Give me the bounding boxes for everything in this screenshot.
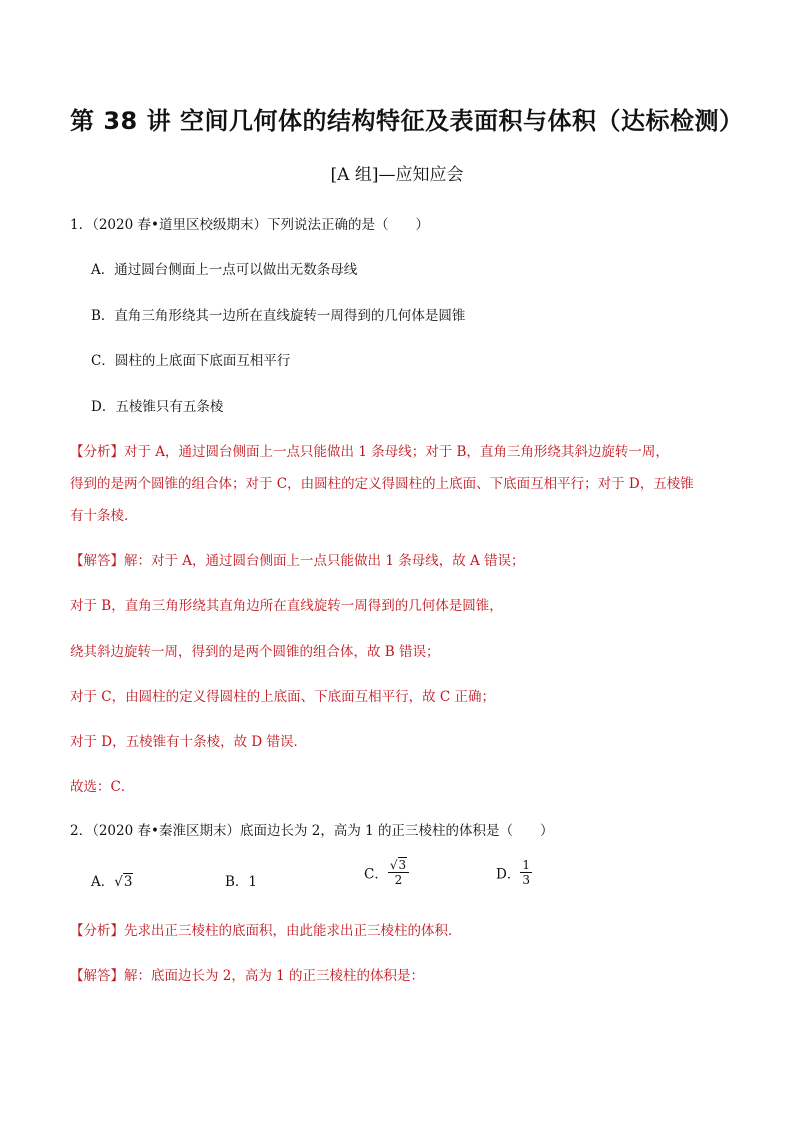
analysis-tag: 【分析】 [70,923,124,939]
question-2-analysis: 【分析】先求出正三棱柱的底面积，由此能求出正三棱柱的体积． [70,923,462,939]
section-subtitle: [A 组]—应知应会 [330,165,464,185]
question-1-analysis-line-3: 有十条棱． [70,508,138,524]
solution-tag: 【解答】 [70,968,124,984]
question-2-stem: 2．（2020 春•秦淮区期末）底面边长为 2，高为 1 的正三棱柱的体积是（ ） [70,823,554,839]
question-1-option-d: D．五棱锥只有五条棱 [91,399,224,415]
question-1-stem: 1．（2020 春•道里区校级期末）下列说法正确的是（ ） [70,217,429,233]
question-2-solution: 【解答】解：底面边长为 2，高为 1 的正三棱柱的体积是： [70,968,425,984]
analysis-tag: 【分析】 [70,444,124,460]
question-1-solution-line-5: 对于 D，五棱锥有十条棱，故 D 错误． [70,734,308,750]
question-1-solution-line-3: 绕其斜边旋转一周，得到的是两个圆锥的组合体，故 B 错误； [70,644,440,660]
question-1-analysis-line-2: 得到的是两个圆锥的组合体；对于 C，由圆柱的定义得圆柱的上底面、下底面互相平行；对于 D，五棱锥 [70,476,694,492]
question-2-option-c: C． $\frac{√3}{2}$ [364,858,409,887]
question-1-answer: 故选：C． [70,779,135,795]
question-2-option-d: D． $\frac{1}{3}$ [496,858,530,887]
question-2-option-a: A．√3 [91,874,133,890]
question-2-option-b: B．1 [225,874,258,890]
question-1-option-a: A．通过圆台侧面上一点可以做出无数条母线 [91,262,358,278]
question-1-solution-line-1: 【解答】解：对于 A，通过圆台侧面上一点只能做出 1 条母线，故 A 错误； [70,553,525,569]
question-1-solution-line-4: 对于 C，由圆柱的定义得圆柱的上底面、下底面互相平行，故 C 正确； [70,689,496,705]
solution-tag: 【解答】 [70,553,124,569]
fraction: $\frac{1}{3}$ [522,858,530,887]
question-1-option-b: B．直角三角形绕其一边所在直线旋转一周得到的几何体是圆锥 [91,308,466,324]
page-title: 第 38 讲 空间几何体的结构特征及表面积与体积（达标检测） [70,107,744,135]
fraction: $\frac{√3}{2}$ [388,858,409,887]
question-1-solution-line-2: 对于 B，直角三角形绕其直角边所在直线旋转一周得到的几何体是圆锥， [70,598,503,614]
sqrt-symbol: √3 [114,874,133,890]
question-1-analysis-line-1: 【分析】对于 A，通过圆台侧面上一点只能做出 1 条母线；对于 B，直角三角形绕其斜边旋转一周， [70,444,669,460]
question-1-option-c: C．圆柱的上底面下底面互相平行 [91,353,291,369]
